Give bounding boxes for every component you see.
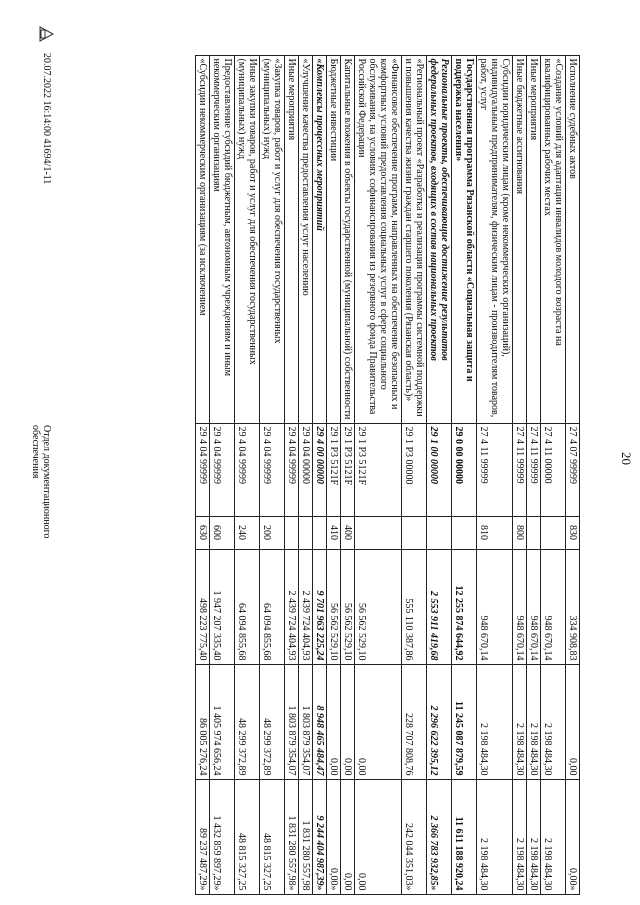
amount-2023-cell: 48 299 372,89 [235,665,260,780]
expense-type-cell [427,517,452,550]
table-row [299,56,313,895]
item-name-cell: «Комплексы процессных мероприятий [313,56,327,424]
amount-2023-cell: 2 198 484,30 [527,665,541,780]
target-code-cell: 27 4 11 99999 [513,424,527,517]
expense-type-cell [313,517,327,550]
expense-type-cell: 410 [327,517,341,550]
amount-2023-cell: 86 005 276,24 [196,665,210,780]
table-row [235,56,260,895]
item-name-cell: Иные мероприятия [527,56,541,424]
amount-2022-cell: 948 670,14 [527,550,541,665]
amount-2024-cell: 2 198 484,30 [513,780,527,895]
amount-2022-cell: 334 908,83 [566,550,580,665]
item-name-cell: Исполнение судебных актов [566,56,580,424]
table-row [527,56,541,895]
expense-type-cell [402,517,427,550]
target-code-cell: 29 4 04 99999 [285,424,299,517]
item-name-cell: Государственная программа Рязанской области «Социальная защита и поддержка населения» [452,56,477,424]
amount-2023-cell: 11 245 087 879,59 [452,665,477,780]
target-code-cell: 29 4 04 99999 [235,424,260,517]
amount-2023-cell: 0,00 [327,665,341,780]
amount-2022-cell: 9 701 963 225,24 [313,550,327,665]
amount-2022-cell: 948 670,14 [513,550,527,665]
amount-2022-cell: 56 562 529,10 [355,550,402,665]
table-row [341,56,355,895]
amount-2023-cell: 2 296 622 395,12 [427,665,452,780]
amount-2022-cell: 1 947 207 335,40 [210,550,235,665]
target-code-cell: 29 4 04 99999 [210,424,235,517]
amount-2024-cell: 1 831 280 557,98 [299,780,313,895]
target-code-cell: 27 4 11 00000 [541,424,566,517]
amount-2023-cell: 0,00 [355,665,402,780]
table-row [285,56,299,895]
amount-2024-cell: 2 366 783 932,85» [427,780,452,895]
target-code-cell: 29 1 P3 5121F [355,424,402,517]
amount-2024-cell: 48 815 327,25 [260,780,285,895]
amount-2023-cell: 1 803 879 354,07 [285,665,299,780]
amount-2024-cell: 48 815 327,25 [235,780,260,895]
expense-type-cell: 830 [566,517,580,550]
amount-2024-cell: 9 244 404 987,39» [313,780,327,895]
target-code-cell: 29 1 00 00000 [427,424,452,517]
table-row [402,56,427,895]
expense-type-cell [299,517,313,550]
amount-2022-cell: 555 110 387,86 [402,550,427,665]
item-name-cell: «Региональный проект «Разработка и реализация программы системной поддержки и повышения качества жизни граждан старшего поколения (Рязанская область)» [402,56,427,424]
department-label: Отдел документационного обеспечения [30,425,52,539]
amount-2023-cell: 8 948 465 484,47 [313,665,327,780]
amount-2022-cell: 498 223 775,40 [196,550,210,665]
item-name-cell: Капитальные вложения в объекты государственной (муниципальной) собственности [341,56,355,424]
amount-2022-cell: 56 562 529,10 [327,550,341,665]
amount-2023-cell: 0,00 [341,665,355,780]
table-row [513,56,527,895]
page-number: 20 [619,452,634,465]
amount-2022-cell: 948 670,14 [477,550,513,665]
target-code-cell: 29 4 04 99999 [260,424,285,517]
expense-type-cell [527,517,541,550]
expense-type-cell [452,517,477,550]
target-code-cell: 29 4 04 99999 [196,424,210,517]
item-name-cell: Субсидии юридическим лицам (кроме некоммерческих организаций), индивидуальным предпринимателям, физическим лицам - производителям товаров, работ, услуг [477,56,513,424]
amount-2024-cell: 89 237 487,29» [196,780,210,895]
table-row [427,56,452,895]
target-code-cell: 29 4 00 00000 [313,424,327,517]
target-code-cell: 29 4 04 00000 [299,424,313,517]
registration-stamp: 20.07.2022 16:14:00 41694/1-11 [41,53,52,185]
amount-2024-cell: 0,00 [341,780,355,895]
expense-type-cell: 600 [210,517,235,550]
expense-type-cell: 810 [477,517,513,550]
expense-type-cell: 630 [196,517,210,550]
amount-2022-cell: 948 670,14 [541,550,566,665]
amount-2024-cell: 1 831 280 557,98» [285,780,299,895]
item-name-cell: «Финансовое обеспечение программ, направленных на обеспечение безопасных и комфортных условий предоставления социальных услуг в сфере социального обслуживания, на условиях софинансирования из резервного фонда Правительства Российской Федерации [355,56,402,424]
amount-2024-cell: 2 198 484,30 [477,780,513,895]
target-code-cell: 27 4 11 99999 [477,424,513,517]
item-name-cell: Бюджетные инвестиции [327,56,341,424]
table-row [566,56,580,895]
table-row [452,56,477,895]
item-name-cell: «Создание условий для адаптации инвалидов молодого возраста на квалифицированных рабочих местах [541,56,566,424]
amount-2022-cell: 2 439 724 404,93 [285,550,299,665]
table-row [196,56,210,895]
amount-2024-cell: 242 044 351,03» [402,780,427,895]
item-name-cell: Региональные проекты, обеспечивающие достижение результатов федеральных проектов, входящих в состав национальных проектов [427,56,452,424]
table-row [260,56,285,895]
emblem-icon [38,25,56,43]
item-name-cell: «Улучшение качества предоставления услуг населению [299,56,313,424]
amount-2023-cell: 228 707 808,76 [402,665,427,780]
amount-2023-cell: 2 198 484,30 [541,665,566,780]
expense-type-cell: 240 [235,517,260,550]
item-name-cell: Иные бюджетные ассигнования [513,56,527,424]
target-code-cell: 29 0 00 00000 [452,424,477,517]
item-name-cell: «Субсидии некоммерческим организациям (за исключением [196,56,210,424]
amount-2024-cell: 0,00 [355,780,402,895]
amount-2022-cell: 64 094 855,68 [260,550,285,665]
amount-2023-cell: 0,00 [566,665,580,780]
amount-2022-cell: 12 255 874 644,92 [452,550,477,665]
expense-type-cell: 400 [341,517,355,550]
amount-2024-cell: 0,00» [566,780,580,895]
table-row [313,56,327,895]
budget-table [195,55,580,895]
amount-2022-cell: 56 562 529,10 [341,550,355,665]
amount-2022-cell: 2 553 911 419,68 [427,550,452,665]
amount-2024-cell: 2 198 484,30 [527,780,541,895]
amount-2022-cell: 64 094 855,68 [235,550,260,665]
item-name-cell: Предоставление субсидий бюджетным, автономным учреждениям и иным некоммерческим организациям [210,56,235,424]
target-code-cell: 29 1 P3 00000 [402,424,427,517]
item-name-cell: Иные закупки товаров, работ и услуг для обеспечения государственных (муниципальных) нужд [235,56,260,424]
expense-type-cell: 800 [513,517,527,550]
item-name-cell: Иные мероприятия [285,56,299,424]
page-footer [32,45,52,865]
amount-2024-cell: 11 611 188 920,24 [452,780,477,895]
amount-2023-cell: 48 299 372,89 [260,665,285,780]
item-name-cell: «Закупка товаров, работ и услуг для обеспечения государственных (муниципальных) нужд [260,56,285,424]
target-code-cell: 27 4 11 99999 [527,424,541,517]
expense-type-cell [541,517,566,550]
amount-2023-cell: 2 198 484,30 [477,665,513,780]
amount-2023-cell: 1 803 879 354,07 [299,665,313,780]
table-row [541,56,566,895]
amount-2024-cell: 0,00» [327,780,341,895]
amount-2024-cell: 2 198 484,30 [541,780,566,895]
table-row [210,56,235,895]
amount-2023-cell: 2 198 484,30 [513,665,527,780]
expense-type-cell: 200 [260,517,285,550]
table-row [355,56,402,895]
amount-2023-cell: 1 405 974 656,24 [210,665,235,780]
target-code-cell: 29 1 P3 5121F [327,424,341,517]
target-code-cell: 29 1 P3 5121F [341,424,355,517]
table-row [327,56,341,895]
table-row [477,56,513,895]
expense-type-cell [285,517,299,550]
target-code-cell: 27 4 07 99999 [566,424,580,517]
expense-type-cell [355,517,402,550]
amount-2024-cell: 1 432 859 897,29» [210,780,235,895]
amount-2022-cell: 2 439 724 404,93 [299,550,313,665]
